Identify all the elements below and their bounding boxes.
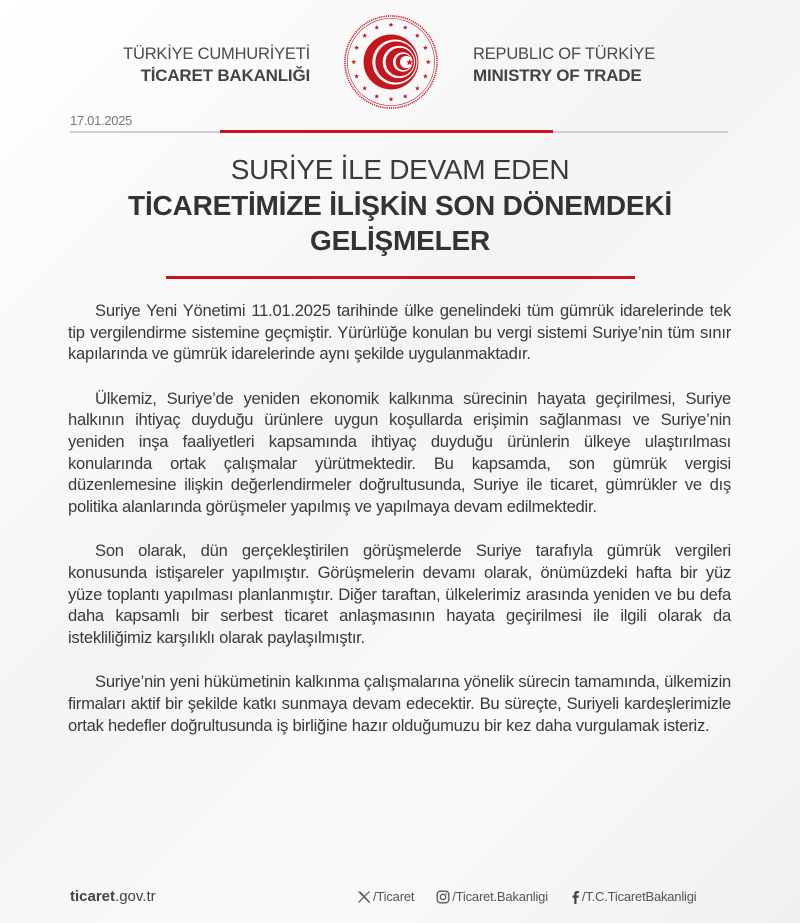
emblem-star-icon — [415, 33, 420, 38]
social-link-instagram[interactable] — [436, 889, 548, 904]
emblem-star-icon — [374, 94, 379, 99]
instagram-icon — [436, 890, 450, 904]
emblem-star-icon — [362, 86, 367, 91]
emblem-star-icon — [423, 45, 428, 50]
release-date: 17.01.2025 — [70, 113, 133, 128]
letterhead-turkish — [123, 44, 310, 86]
website-domain-suffix: .gov.tr — [115, 888, 156, 905]
header-divider-accent — [220, 130, 553, 133]
press-release-title — [0, 152, 800, 258]
social-link-x[interactable] — [357, 889, 414, 904]
paragraph-3: Son olarak, dün gerçekleştirilen görüşmelerde Suriye tarafıyla gümrük vergileri konusunda istişareler yapılmıştır. Görüşmelerin devamı olarak, önümüzdeki hafta bir yüz yüze toplantı yapılması planlanmıştır. Diğer taraftan, ülkelerimiz arasında yeniden ve bu defa daha kapsamlı bir serbest ticaret anlaşmasının hayata geçirilmesi ile ilgili olarak da istekliliğimiz karşılıklı olarak paylaşılmıştır. — [68, 541, 731, 647]
emblem-star-icon — [374, 25, 379, 30]
letterhead-ministry-tr: TİCARET BAKANLIĞI — [140, 66, 310, 85]
social-handle-instagram: /Ticaret.Bakanligi — [452, 889, 548, 904]
emblem-star-icon — [415, 86, 420, 91]
paragraph-2: Ülkemiz, Suriye’de yeniden ekonomik kalkınma sürecinin hayata geçirilmesi, Suriye halkının ihtiyaç duyduğu ürünlere uygun koşullarda erişimin sağlanması ve Suriye’nin yeniden inşa faaliyetleri kapsamında ihtiyaç duyduğu ürünlerin ülkeye ulaştırılması konularında ortak çalışmalar yürütmektedir. Bu kapsamda, son gümrük vergisi düzenlemesine ilişkin değerlendirmeler doğrultusunda, Suriye ile ticaret, gümrükler ve dış politika alanlarında görüşmeler yapılmış ve yapılmaya devam edilmektedir. — [68, 388, 731, 516]
footer — [0, 885, 800, 911]
paragraph-1: Suriye Yeni Yönetimi 11.01.2025 tarihinde ülke genelindeki tüm gümrük idarelerinde tek tip vergilendirme sistemine geçmiştir. Yürürlüğe konulan bu vergi sistemi Suriye’nin tüm sınır kapılarında ve gümrük idarelerinde aynı şekilde uygulanmaktadır. — [68, 301, 731, 364]
emblem-star-icon — [403, 94, 408, 99]
website-domain-bold: ticaret — [70, 888, 116, 905]
social-link-facebook[interactable] — [570, 889, 697, 904]
website-link[interactable] — [70, 888, 156, 905]
social-links — [357, 889, 696, 904]
emblem-star-icon — [389, 97, 394, 102]
letterhead-ministry-en: MINISTRY OF TRADE — [473, 66, 642, 85]
x-icon — [357, 890, 371, 904]
facebook-icon — [570, 890, 580, 904]
press-release-body — [68, 300, 731, 759]
emblem-star-icon — [354, 45, 359, 50]
emblem-star-icon — [423, 74, 428, 79]
social-handle-x: /Ticaret — [373, 889, 415, 904]
letterhead-republic-en: REPUBLIC OF TÜRKİYE — [473, 45, 656, 63]
ministry-emblem-icon — [342, 13, 440, 111]
paragraph-4: Suriye’nin yeni hükümetinin kalkınma çalışmalarına yönelik sürecin tamamında, ülkemizin firmaları aktif bir şekilde katkı sunmaya devam edecektir. Bu süreçte, Suriyeli kardeşlerimizle ortak hedefler doğrultusunda iş birliğine hazır olduğumuzu bir kez daha vurgulamak isteriz. — [68, 672, 731, 735]
emblem-star-icon — [426, 59, 431, 64]
letterhead-english — [473, 44, 655, 86]
title-line-1: SURİYE İLE DEVAM EDEN — [230, 154, 570, 185]
letterhead — [0, 0, 800, 112]
emblem-star-icon — [389, 22, 394, 27]
title-divider — [166, 276, 635, 279]
emblem-star-icon — [354, 74, 359, 79]
social-handle-facebook: /T.C.TicaretBakanligi — [581, 889, 697, 904]
emblem-star-icon — [362, 33, 367, 38]
emblem-star-icon — [403, 25, 408, 30]
title-line-3: GELİŞMELER — [309, 225, 490, 256]
emblem-star-icon — [351, 59, 356, 64]
letterhead-republic-tr: TÜRKİYE CUMHURİYETİ — [123, 45, 310, 63]
title-line-2: TİCARETİMİZE İLİŞKİN SON DÖNEMDEKİ — [128, 190, 672, 221]
